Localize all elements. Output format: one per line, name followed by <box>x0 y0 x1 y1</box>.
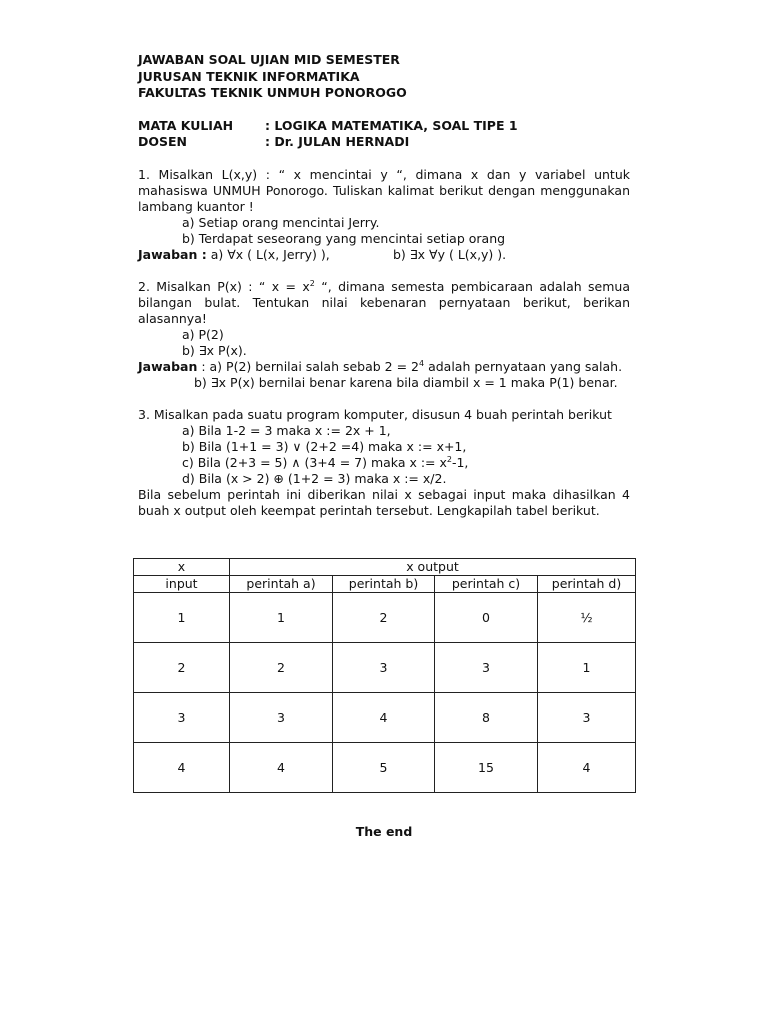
table-cell: 1 <box>230 593 333 643</box>
table-cell: 4 <box>230 743 333 793</box>
q2-item-b: b) ∃x P(x). <box>182 342 247 358</box>
q1-answer-label: Jawaban : <box>138 246 207 262</box>
header-line-3: FAKULTAS TEKNIK UNMUH PONOROGO <box>138 85 407 100</box>
q1-answer-a: a) ∀x ( L(x, Jerry) ), <box>210 246 330 262</box>
q3-item-a: a) Bila 1-2 = 3 maka x := 2x + 1, <box>182 422 391 438</box>
table-cell: 8 <box>435 693 538 743</box>
table-cell: 2 <box>134 643 230 693</box>
table-cell: 4 <box>538 743 636 793</box>
course-label: MATA KULIAH <box>138 117 234 133</box>
q2-answer-a: Jawaban : a) P(2) bernilai salah sebab $2 = 2^4$ adalah pernyataan yang salah. <box>138 358 623 374</box>
table-cell: 1 <box>538 643 636 693</box>
table-cell: 4 <box>134 743 230 793</box>
the-end-text: The end <box>355 824 413 839</box>
course-value: : LOGIKA MATEMATIKA, SOAL TIPE 1 <box>265 117 518 133</box>
q3-item-d: d) Bila (x > 2) ⊕ (1+2 = 3) maka x := x/2. <box>182 470 447 486</box>
table-row <box>134 743 636 793</box>
lecturer-field <box>138 134 630 151</box>
table-header-col-a: perintah a) <box>230 576 333 593</box>
table-cell: 3 <box>134 693 230 743</box>
table-cell: 1 <box>134 593 230 643</box>
table-cell: ½ <box>538 593 636 643</box>
table-cell: 3 <box>538 693 636 743</box>
q1-answer-b: b) ∃x ∀y ( L(x,y) ). <box>393 246 507 262</box>
table-cell: 3 <box>333 643 435 693</box>
table-cell: 0 <box>435 593 538 643</box>
table-header-col-b: perintah b) <box>333 576 435 593</box>
document-body <box>138 52 630 519</box>
table-cell: 2 <box>230 643 333 693</box>
q2-text: 2. Misalkan P(x) : “ $x = x^2$ “, dimana semesta pembicaraan adalah semua bilangan bulat. Tentukan nilai kebenaran pernyataan berikut, berikan alasannya! <box>138 278 631 326</box>
q2-answer-b: b) ∃x P(x) bernilai benar karena bila diambil x = 1 maka P(1) benar. <box>194 374 618 390</box>
q1-item-b: b) Terdapat seseorang yang mencintai setiap orang <box>182 230 506 246</box>
table-row <box>134 693 636 743</box>
table-cell: 3 <box>435 643 538 693</box>
q3-text: 3. Misalkan pada suatu program komputer, disusun 4 buah perintah berikut <box>138 406 612 422</box>
q1-answer <box>138 247 630 263</box>
lecturer-value: : Dr. JULAN HERNADI <box>265 134 410 149</box>
table-cell: 5 <box>333 743 435 793</box>
q2-item-a: a) P(2) <box>182 326 224 342</box>
table-header-x: x <box>134 559 230 576</box>
q3-after-text: Bila sebelum perintah ini diberikan nilai x sebagai input maka dihasilkan 4 buah x output oleh keempat perintah tersebut. Lengkapilah tabel berikut. <box>138 486 630 518</box>
q3-item-c: c) Bila (2+3 = 5) ∧ (3+4 = 7) maka x := $x^2-1$, <box>182 454 469 470</box>
q1-item-a: a) Setiap orang mencintai Jerry. <box>182 214 380 230</box>
table-cell: 15 <box>435 743 538 793</box>
q3-item-b: b) Bila (1+1 = 3) ∨ (2+2 =4) maka x := x+1, <box>182 438 467 454</box>
table-cell: 4 <box>333 693 435 743</box>
table-cell: 2 <box>333 593 435 643</box>
table-row <box>134 643 636 693</box>
table-cell: 3 <box>230 693 333 743</box>
header-line-2: JURUSAN TEKNIK INFORMATIKA <box>138 68 360 84</box>
output-table <box>133 558 636 793</box>
table-row <box>134 593 636 643</box>
lecturer-label: DOSEN <box>138 134 188 149</box>
table-header-input: input <box>134 576 230 593</box>
q2-answer-label: Jawaban <box>138 358 198 374</box>
table-header-output: x output <box>230 559 636 576</box>
q1-text: 1. Misalkan L(x,y) : “ x mencintai y “, dimana x dan y variabel untuk mahasiswa UNMUH Ponorogo. Tuliskan kalimat berikut dengan menggunakan lambang kuantor ! <box>138 166 630 214</box>
header-line-1: JAWABAN SOAL UJIAN MID SEMESTER <box>138 52 400 67</box>
table-header-col-d: perintah d) <box>538 576 636 593</box>
table-header-col-c: perintah c) <box>435 576 538 593</box>
course-field <box>138 118 630 135</box>
